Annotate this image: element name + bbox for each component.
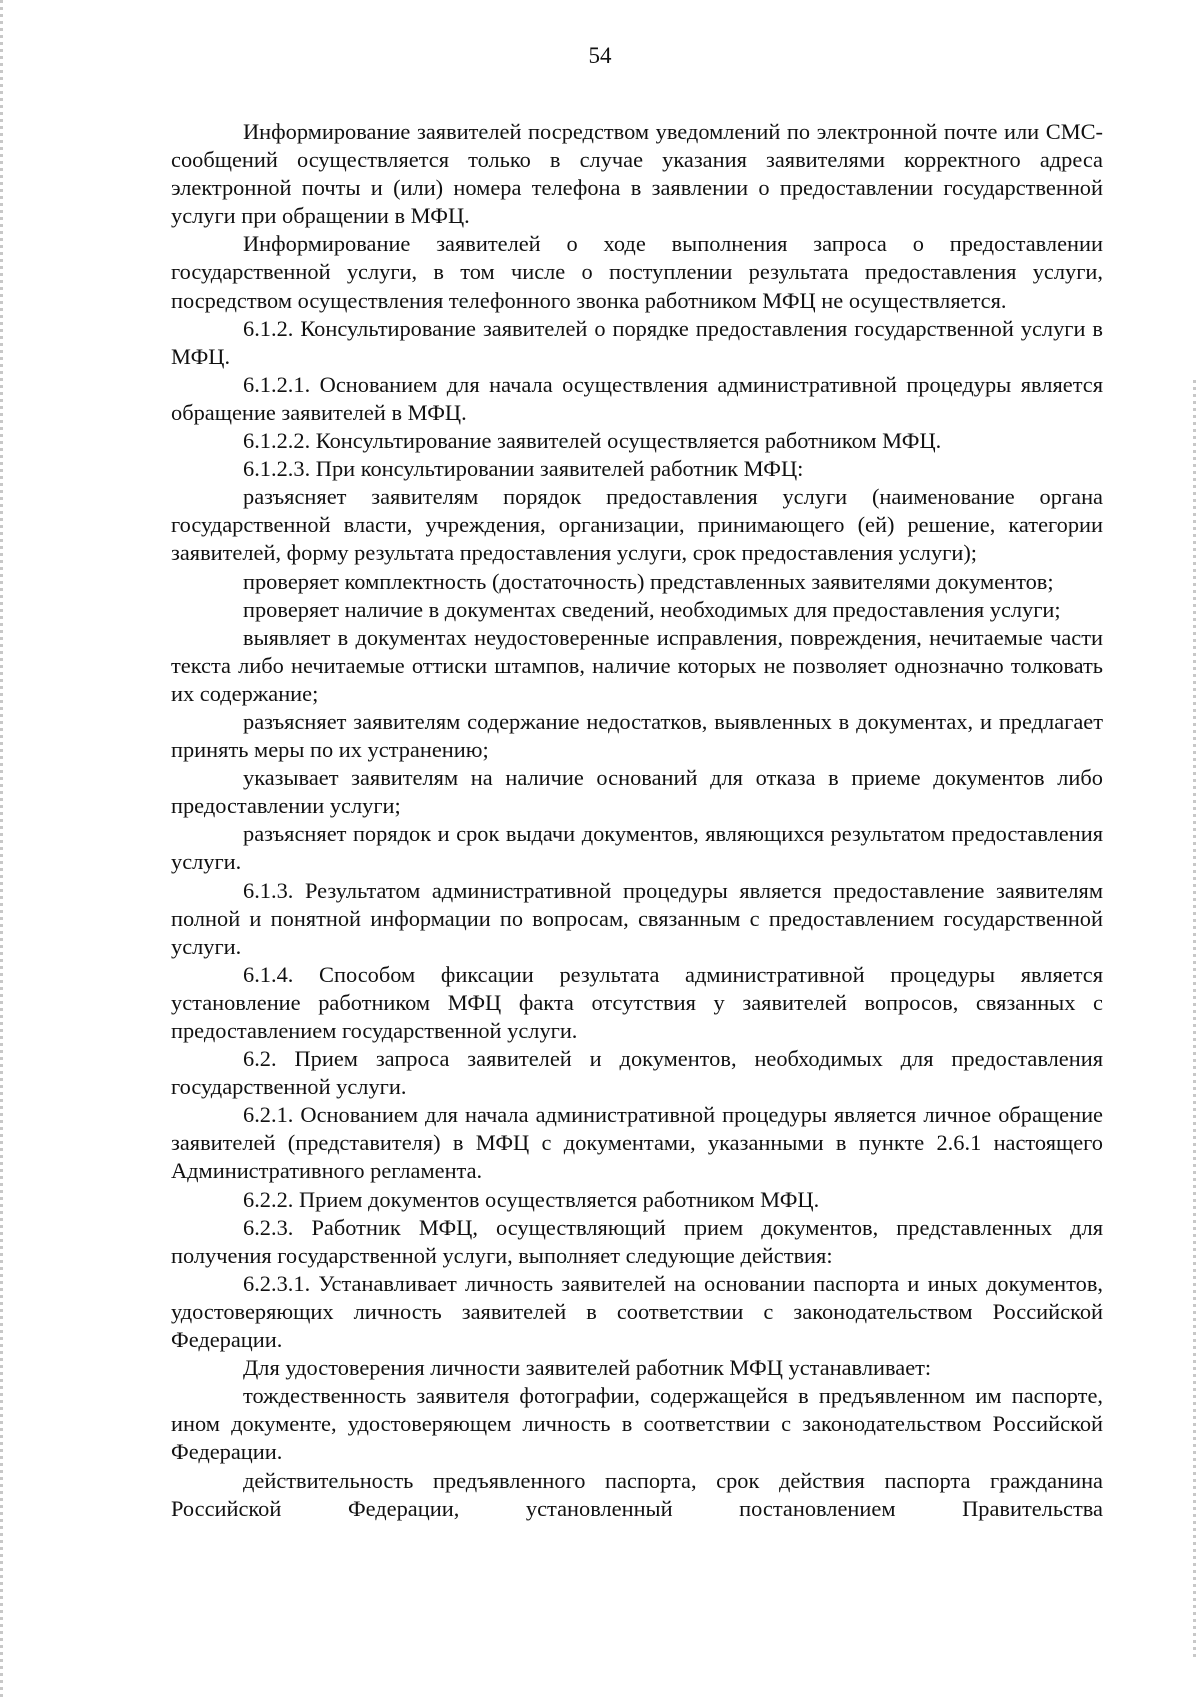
paragraph: 6.2. Прием запроса заявителей и документов, необходимых для предоставления государственной услуги.	[171, 1046, 1103, 1100]
paragraph: разъясняет заявителям содержание недостатков, выявленных в документах, и предлагает принять меры по их устранению;	[171, 708, 1103, 763]
paragraph: Для удостоверения личности заявителей работник МФЦ устанавливает:	[243, 1355, 932, 1381]
paragraph: Информирование заявителей о ходе выполнения запроса о предоставлении государственной услуги, в том числе о поступлении результата предоставления услуги, посредством осуществления телефонного звонка работником МФЦ не осуществляется.	[171, 231, 1103, 313]
paragraph: 6.1.4. Способом фиксации результата административной процедуры является установление работником МФЦ факта отсутствия у заявителей вопросов, связанных с предоставлением государственной услуги.	[171, 961, 1103, 1043]
scan-edge-right	[1193, 380, 1196, 1660]
paragraph: проверяет комплектность (достаточность) представленных заявителями документов;	[243, 568, 1054, 594]
paragraph: тождественность заявителя фотографии, содержащейся в предъявленном им паспорте, ином документе, удостоверяющем личность в соответствии с законодательством Российской Федерации.	[171, 1383, 1103, 1465]
paragraph: выявляет в документах неудостоверенные исправления, повреждения, нечитаемые части текста либо нечитаемые оттиски штампов, наличие которых не позволяет однозначно толковать их содержание;	[171, 624, 1103, 706]
paragraph: 6.1.3. Результатом административной процедуры является предоставление заявителям полной и понятной информации по вопросам, связанным с предоставлением государственной услуги.	[171, 877, 1103, 959]
paragraph: разъясняет заявителям порядок предоставления услуги (наименование органа государственной власти, учреждения, организации, принимающего (ей) решение, категории заявителей, форму результата предоставления услуги, срок предоставления услуги);	[171, 484, 1103, 566]
paragraph: указывает заявителям на наличие оснований для отказа в приеме документов либо предоставлении услуги;	[171, 765, 1103, 819]
paragraph: 6.1.2. Консультирование заявителей о порядке предоставления государственной услуги в МФЦ.	[171, 315, 1103, 369]
paragraph: 6.2.1. Основанием для начала административной процедуры является личное обращение заявителей (представителя) в МФЦ с документами, указанными в пункте 2.6.1 настоящего Административного регламента.	[171, 1102, 1103, 1184]
paragraph: 6.2.2. Прием документов осуществляется работником МФЦ.	[243, 1186, 820, 1212]
paragraph: действительность предъявленного паспорта, срок действия паспорта гражданина Российской Федерации, установленный постановлением Правительства	[171, 1467, 1103, 1521]
paragraph: Информирование заявителей посредством уведомлений по электронной почте или СМС-сообщений осуществляется только в случае указания заявителями корректного адреса электронной почты и (или) номера телефона в заявлении о предоставлении государственной услуги при обращении в МФЦ.	[171, 119, 1103, 229]
paragraph: 6.1.2.2. Консультирование заявителей осуществляется работником МФЦ.	[243, 428, 942, 454]
scan-edge-left	[0, 0, 3, 1697]
paragraph: 6.2.3. Работник МФЦ, осуществляющий прием документов, представленных для получения государственной услуги, выполняет следующие действия:	[171, 1214, 1103, 1268]
document-body	[171, 118, 1103, 1523]
paragraph: 6.1.2.1. Основанием для начала осуществления административной процедуры является обращение заявителей в МФЦ.	[171, 371, 1103, 425]
paragraph: проверяет наличие в документах сведений, необходимых для предоставления услуги;	[243, 596, 1061, 622]
paragraph: разъясняет порядок и срок выдачи документов, являющихся результатом предоставления услуги.	[171, 821, 1103, 875]
paragraph: 6.1.2.3. При консультировании заявителей работник МФЦ:	[243, 456, 804, 482]
paragraph: 6.2.3.1. Устанавливает личность заявителей на основании паспорта и иных документов, удостоверяющих личность заявителей в соответствии с законодательством Российской Федерации.	[171, 1270, 1103, 1353]
page-number: 54	[588, 43, 612, 68]
